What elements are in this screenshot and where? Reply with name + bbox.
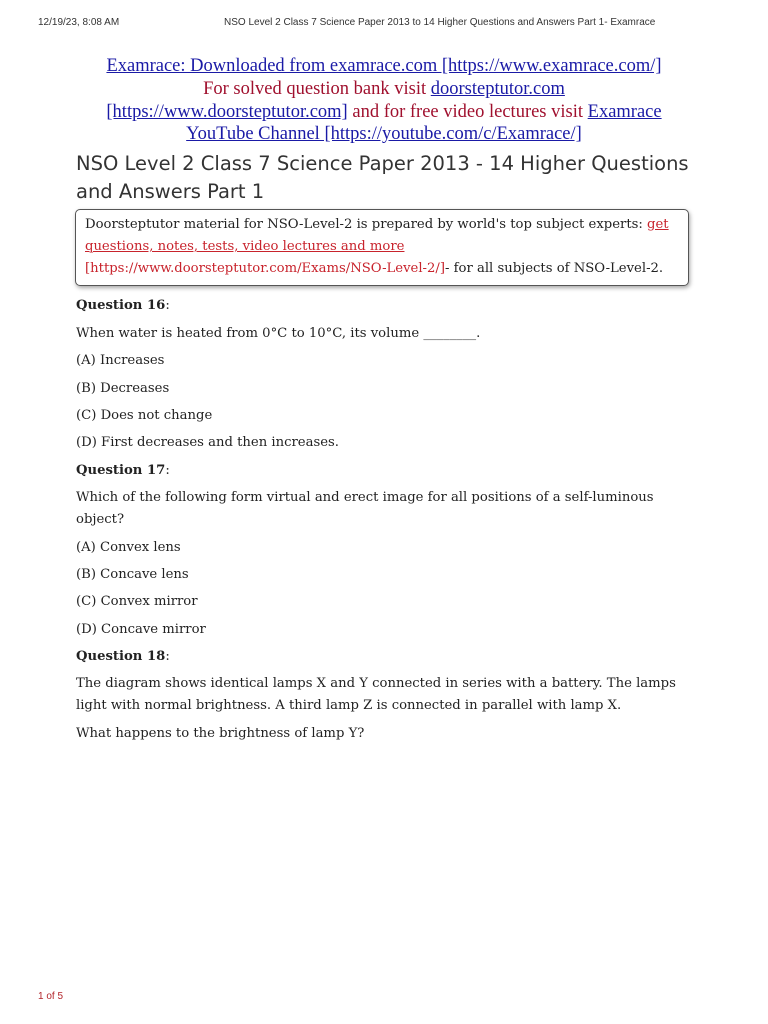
question-label: Question 18	[76, 649, 166, 664]
option: (A) Convex lens	[76, 540, 181, 555]
question-16-label: Question 16:	[76, 298, 170, 313]
info-box	[75, 209, 689, 286]
info-box-url[interactable]: [https://www.doorsteptutor.com/Exams/NSO-Level-2/]	[85, 261, 445, 276]
option: (A) Increases	[76, 353, 165, 368]
question-16-text: When water is heated from 0°C to 10°C, its volume ________.	[76, 326, 481, 341]
question-18-prompt: What happens to the brightness of lamp Y?	[76, 726, 365, 741]
info-box-text-end: - for all subjects of NSO-Level-2.	[445, 261, 664, 276]
question-label: Question 17	[76, 463, 166, 478]
option: (B) Decreases	[76, 381, 170, 396]
banner-line-video	[0, 101, 768, 124]
option: (D) First decreases and then increases.	[76, 435, 339, 450]
youtube-channel-link[interactable]: YouTube Channel [https://youtube.com/c/Examrace/]	[186, 124, 582, 144]
option: (C) Does not change	[76, 408, 213, 423]
option: (B) Concave lens	[76, 567, 189, 582]
banner-line-examrace	[0, 55, 768, 78]
option: (C) Convex mirror	[76, 594, 198, 609]
banner-line-youtube	[0, 123, 768, 146]
page-number: 1 of 5	[38, 991, 64, 1002]
option: (D) Concave mirror	[76, 622, 206, 637]
info-box-text: Doorsteptutor material for NSO-Level-2 is prepared by world's top subject experts:	[85, 217, 648, 232]
question-17-label: Question 17:	[76, 463, 170, 478]
print-datetime: 12/19/23, 8:08 AM	[38, 17, 120, 28]
banner-text: For solved question bank visit	[203, 79, 431, 99]
info-box-link[interactable]: get questions, notes, tests, video lectures and more	[85, 217, 669, 254]
examrace-youtube-link[interactable]: Examrace	[587, 102, 662, 122]
question-18-text: The diagram shows identical lamps X and Y connected in series with a battery. The lamps light with normal brightness. A third lamp Z is connected in parallel with lamp X.	[76, 676, 676, 713]
page-title: NSO Level 2 Class 7 Science Paper 2013 - 14 Higher Questions and Answers Part 1	[76, 152, 689, 203]
question-label: Question 16	[76, 298, 166, 313]
banner-line-doorsteptutor	[0, 78, 768, 101]
question-18-label: Question 18:	[76, 649, 170, 664]
doorsteptutor-link[interactable]: doorsteptutor.com	[430, 79, 565, 99]
examrace-download-link[interactable]: Examrace: Downloaded from examrace.com [https://www.examrace.com/]	[106, 56, 662, 76]
banner-text: and for free video lectures visit	[347, 102, 588, 122]
print-page-title: NSO Level 2 Class 7 Science Paper 2013 to 14 Higher Questions and Answers Part 1- Examrace	[224, 17, 656, 28]
question-17-text: Which of the following form virtual and erect image for all positions of a self-luminous object?	[76, 490, 654, 527]
doorsteptutor-url-link[interactable]: [https://www.doorsteptutor.com]	[106, 102, 348, 122]
